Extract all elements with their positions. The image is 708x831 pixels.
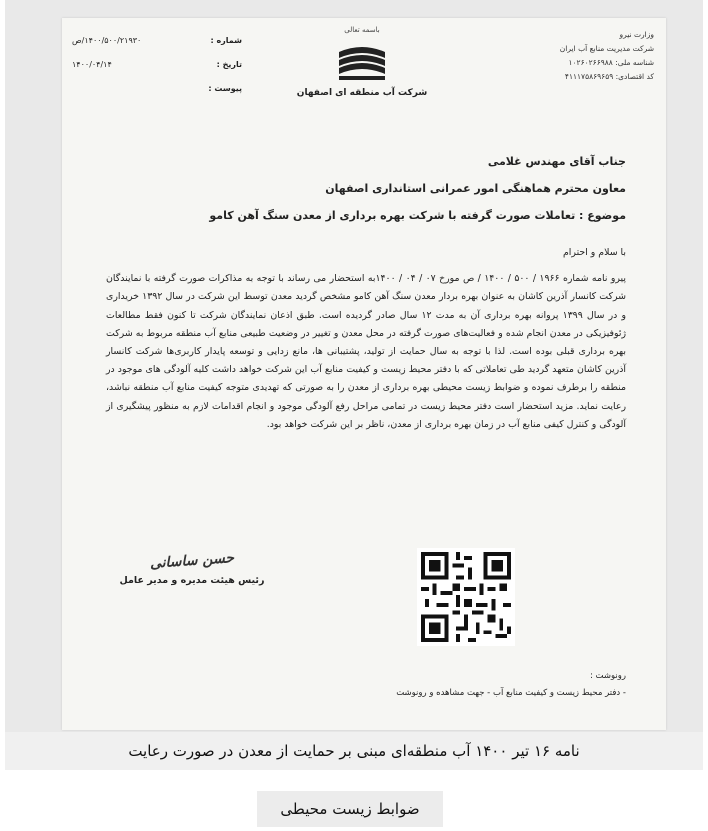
cc-line: - دفتر محیط زیست و کیفیت منابع آب - جهت مشاهده و رونوشت <box>396 688 626 698</box>
addressee-title: معاون محترم هماهنگی امور عمرانی استانداری اصفهان <box>325 182 626 195</box>
signature-name: حسن ساسانی <box>149 550 235 572</box>
economic-code-line: کد اقتصادی: ۴۱۱۱۷۵۸۶۹۶۵۹ <box>564 72 654 81</box>
signature-title: رئیس هیئت مدیره و مدیر عامل <box>119 575 265 586</box>
besmellah: باسمه تعالی <box>344 26 380 34</box>
parent-company-line: شرکت مدیریت منابع آب ایران <box>559 44 654 53</box>
ministry-line: وزارت نیرو <box>619 30 654 39</box>
qr-code-icon <box>417 548 515 646</box>
addressee-block <box>86 148 626 229</box>
tag-link[interactable]: ضوابط زیست محیطی <box>257 791 443 827</box>
company-name: شرکت آب منطقه ای اصفهان <box>296 88 428 98</box>
national-id-line: شناسه ملی: ۱۰۲۶۰۲۶۶۹۸۸ <box>568 58 654 67</box>
company-logo-icon <box>333 38 391 86</box>
date-value: ۱۴۰۰/۰۴/۱۴ <box>72 59 112 69</box>
letter-body <box>106 244 626 434</box>
signature-block <box>102 550 282 586</box>
number-value: ۱۴۰۰/۵۰۰/۲۱۹۳۰/ص <box>72 35 142 45</box>
cc-block <box>106 668 626 702</box>
ministry-info <box>484 28 654 84</box>
letter-letterhead <box>272 26 452 98</box>
letter-date-row <box>72 52 242 76</box>
letter-meta <box>72 28 242 100</box>
number-label: شماره : <box>210 35 242 45</box>
cc-label: رونوشت : <box>589 671 626 681</box>
body-text: پیرو نامه شماره ۱۹۶۶ / ۵۰۰ / ۱۴۰۰ / ص مورخ ۰۷ / ۰۴ / ۱۴۰۰به استحضار می رساند با توجه به مذاکرات صورت گرفته با نمایندگان شرکت کانسار آذرین کاشان به عنوان بهره بردار معدن سنگ آهن کامو مشخص گردید معدن توسط این شرکت در سال ۱۳۹۲ خریداری و در سال ۱۳۹۹ پروانه بهره برداری آن به مدت ۱۲ سال صادر گردیده است. طبق اذعان نمایندگان شرکت تا کنون فقط مطالعات ژئوفیزیکی در معدن انجام شده و فعالیت‌های صورت گرفته در محل معدن و تغییر در وضعیت طبیعی منابع آب منطقه مربوط به شرکت بهره برداری قبلی بوده است. لذا با توجه به سال حمایت از تولید، پشتیبانی ها، مانع زدایی و توسعه پایدار کاربری‌ها شرکت کانسار آذرین کاشان متعهد گردید طی تعاملاتی که با دفتر محیط زیست و کیفیت منابع آب این شرکت خواهد داشت کلیه آلودگی های موجود در منطقه را برطرف نموده و ضوابط زیست محیطی بهره برداری از معدن را به صورتی که تهدیدی متوجه کیفیت منابع آب منطقه نباشد، رعایت نماید. مزید استحضار است دفتر محیط زیست در تمامی مراحل رفع آلودگی موجود و انجام اقدامات لازم به منظور پیشگیری از آلودگی و کنترل کیفی منابع آب در زمان بهره برداری از معدن، ناظر بر این شرکت خواهد بود. <box>106 273 627 430</box>
letter-subject: موضوع : تعاملات صورت گرفته با شرکت بهره برداری از معدن سنگ آهن کامو <box>209 209 626 222</box>
letter-number-row <box>72 28 242 52</box>
image-caption: نامه ۱۶ تیر ۱۴۰۰ آب منطقه‌ای مبنی بر حمایت از معدن در صورت رعایت <box>5 732 703 770</box>
addressee-name: جناب آقای مهندس غلامی <box>487 155 626 168</box>
letter-attachment-row <box>72 76 242 100</box>
attachment-label: پیوست : <box>208 83 242 93</box>
date-label: تاریخ : <box>216 59 242 69</box>
scanned-letter <box>62 18 666 730</box>
greeting: با سلام و احترام <box>563 247 626 258</box>
